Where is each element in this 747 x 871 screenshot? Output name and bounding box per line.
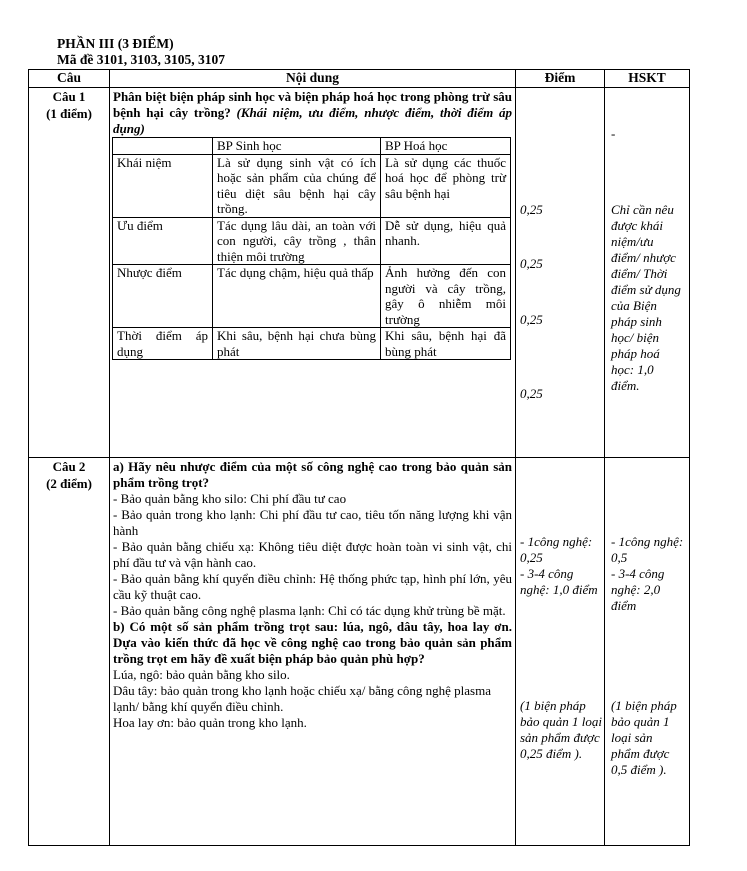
q2a-item: - Bảo quản bằng công nghệ plasma lạnh: Chỉ có tác dụng khử trùng bề mặt. [113,603,506,618]
comparison-row [113,154,511,217]
comparison-chem-cell: Khi sâu, bệnh hại đã bùng phát [381,328,511,360]
exam-codes: Mã đề 3101, 3103, 3105, 3107 [57,52,225,67]
col-header-cau: Câu [29,70,110,88]
q2a-hskt: - 1công nghệ: 0,5 - 3-4 công nghệ: 2,0 điểm [611,534,684,613]
comparison-header-chem: BP Hoá học [381,138,511,155]
q2a-item: - Bảo quản trong kho lạnh: Chi phí đầu tư cao, tiêu tốn năng lượng khi vận hành [113,507,512,538]
q2a-item: - Bảo quản bằng kho silo: Chi phí đầu tư cao [113,491,347,506]
q2b-item: Lúa, ngô: bảo quản bằng kho silo. [113,667,290,682]
comparison-header-blank [113,138,213,155]
q1-label: Câu 1 [52,89,86,104]
comparison-chem-cell: Ảnh hưởng đến con người và cây trồng, gây ô nhiễm môi trường [381,265,511,328]
q1-label-cell [29,88,110,458]
comparison-row-label: Khái niệm [113,154,213,217]
q1-score: 0,25 [520,256,543,271]
q2b-item: Dâu tây: bảo quản trong kho lạnh hoặc chiếu xạ/ bằng công nghệ plasma lạnh/ bằng khí quyển điều chỉnh. [113,683,491,714]
comparison-bio-cell: Tác dụng chậm, hiệu quả thấp [213,265,381,328]
q2a-item: - Bảo quản bằng chiếu xạ: Không tiêu diệt được hoàn toàn vi sinh vật, chi phí đầu tư và vận hành cao. [113,539,512,570]
q2-points: (2 điểm) [46,476,92,491]
q1-score: 0,25 [520,312,543,327]
comparison-chem-cell: Dễ sử dụng, hiệu quả nhanh. [381,217,511,265]
q1-comparison-table [112,137,511,360]
q1-hskt-note: Chỉ cần nêu được khái niệm/ưu điểm/ nhược điểm/ Thời điểm sử dụng của Biện pháp sinh học/ biện pháp hoá học: 1,0 điểm. [611,202,681,393]
comparison-header-row [113,138,511,155]
comparison-row-label: Nhược điểm [113,265,213,328]
col-header-noi-dung: Nội dung [110,70,516,88]
q1-question-hint: (Khái niệm, ưu điểm, nhược điểm, thời điểm áp dụng) [113,105,512,136]
q2-label: Câu 2 [52,459,86,474]
q1-question [113,89,512,137]
q2a-item: - Bảo quản bằng khí quyển điều chỉnh: Hệ thống phức tạp, hình phí lớn, yêu cầu kỹ thuật cao. [113,571,512,602]
q1-content [110,88,516,458]
comparison-row-label: Ưu điểm [113,217,213,265]
q2b-hskt: (1 biện pháp bảo quản 1 loại sản phẩm được 0,5 điểm ). [611,698,677,777]
q1-score: 0,25 [520,202,543,217]
comparison-bio-cell: Khi sâu, bệnh hại chưa bùng phát [213,328,381,360]
comparison-header-bio: BP Sinh học [213,138,381,155]
part-title: PHẦN III (3 ĐIỂM) [57,36,174,51]
comparison-row [113,328,511,360]
comparison-chem-cell: Là sử dụng các thuốc hoá học để phòng trừ sâu bệnh hại [381,154,511,217]
q2-row [29,458,690,846]
q1-hskt-cell [605,88,690,458]
col-header-hskt: HSKT [605,70,690,88]
comparison-row-label: Thời điểm áp dụng [113,328,213,360]
q2b-item: Hoa lay ơn: bảo quản trong kho lạnh. [113,715,307,730]
q1-score-cell [516,88,605,458]
q1-row [29,88,690,458]
q1-points: (1 điểm) [46,106,92,121]
answer-table [28,69,690,846]
comparison-row [113,265,511,328]
q2-content [110,458,516,846]
q1-question-text: Phân biệt biện pháp sinh học và biện pháp hoá học trong phòng trừ sâu bệnh hại cây trồng? [113,89,512,120]
q2-score-cell [516,458,605,846]
q2-label-cell [29,458,110,846]
q1-score: 0,25 [520,386,543,401]
q2a-score: - 1công nghệ: 0,25 - 3-4 công nghệ: 1,0 điểm [520,534,598,597]
comparison-row [113,217,511,265]
header-row [29,70,690,88]
comparison-bio-cell: Là sử dụng sinh vật có ích hoặc sản phẩm của chúng để tiêu diệt sâu bệnh hại cây trồng. [213,154,381,217]
q2b-score: (1 biện pháp bảo quản 1 loại sản phẩm được 0,25 điểm ). [520,698,602,761]
col-header-diem: Điểm [516,70,605,88]
q2-hskt-cell [605,458,690,846]
q1-hskt-dash: - [611,126,616,141]
comparison-bio-cell: Tác dụng lâu dài, an toàn với con người, cây trồng , thân thiện môi trường [213,217,381,265]
q2b-question: b) Có một số sản phẩm trồng trọt sau: lúa, ngô, dâu tây, hoa lay ơn. Dựa vào kiến thức đã học về công nghệ cao trong bảo quản sản phẩm trồng trọt em hãy đề xuất biện pháp bảo quản phù hợp? [113,619,512,666]
q2a-question: a) Hãy nêu nhược điểm của một số công nghệ cao trong bảo quản sản phẩm trồng trọt? [113,459,512,490]
